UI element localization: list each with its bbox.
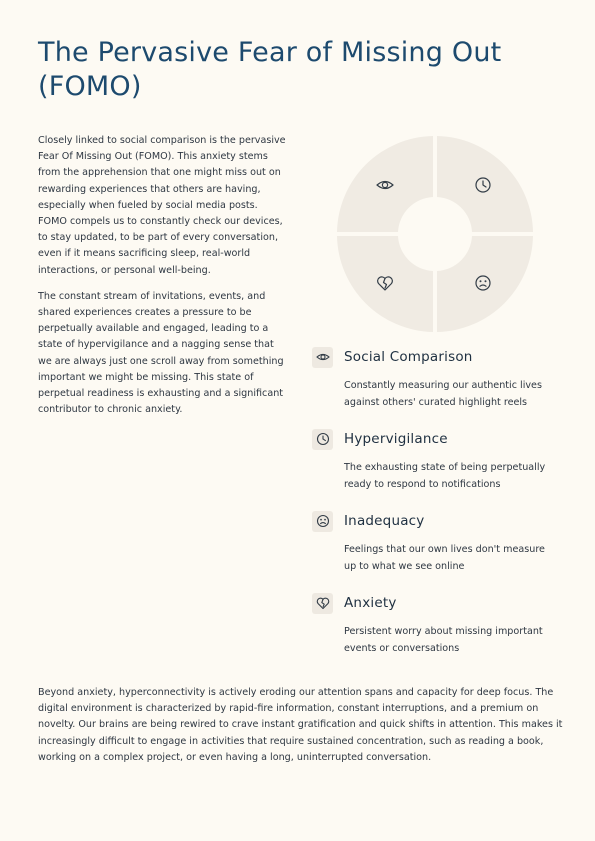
intro-text bbox=[38, 133, 288, 428]
ring-segment-bottom-right bbox=[437, 236, 533, 332]
segmented-ring-diagram bbox=[336, 135, 534, 333]
bottom-paragraph: Beyond anxiety, hyperconnectivity is actively eroding our attention spans and capacity for deep focus. The digital environment is characterized by rapid-fire information, constant interruptions, and a premium on novelty. Our brains are being rewired to crave instant gratification and quick shifts in attention. This makes it increasingly difficult to engage in activities that require sustained concentration, such as reading a book, working on a complex project, or even having a long, uninterrupted conversation. bbox=[38, 687, 563, 763]
list-item-hypervigilance bbox=[312, 427, 562, 493]
ring-segment-top-right bbox=[437, 136, 533, 232]
item-title: Anxiety bbox=[344, 595, 397, 611]
paragraph: The constant stream of invitations, events, and shared experiences creates a pressure to be perpetually available and engaged, leading to a state of hypervigilance and a nagging sense that we are always just one scroll away from something important we might be missing. This state of perpetual readiness is exhausting and a significant contributor to chronic anxiety. bbox=[38, 290, 284, 416]
item-title: Inadequacy bbox=[344, 513, 425, 529]
sad-face-icon bbox=[312, 511, 333, 532]
paragraph: Closely linked to social comparison is the pervasive Fear Of Missing Out (FOMO). This anxiety stems from the apprehension that one might miss out on rewarding experiences that others are having, especially when fueled by social media posts. FOMO compels us to constantly check our devices, to stay updated, to be part of every conversation, even if it means sacrificing sleep, real-world interactions, or personal well-being. bbox=[38, 135, 286, 276]
item-description: Feelings that our own lives don't measure up to what we see online bbox=[344, 544, 545, 572]
eye-icon bbox=[312, 347, 333, 368]
ring-segment-top-left bbox=[337, 136, 433, 232]
list-item-anxiety bbox=[312, 591, 562, 657]
item-title: Social Comparison bbox=[344, 349, 473, 365]
item-description: Constantly measuring our authentic lives against others' curated highlight reels bbox=[344, 380, 542, 408]
broken-heart-icon bbox=[312, 593, 333, 614]
item-title: Hypervigilance bbox=[344, 431, 448, 447]
list-item-inadequacy bbox=[312, 509, 562, 575]
page-title: The Pervasive Fear of Missing Out (FOMO) bbox=[38, 37, 502, 102]
clock-icon bbox=[312, 429, 333, 450]
item-description: Persistent worry about missing important events or conversations bbox=[344, 626, 543, 654]
list-item-social-comparison bbox=[312, 345, 562, 411]
item-description: The exhausting state of being perpetually ready to respond to notifications bbox=[344, 462, 546, 490]
